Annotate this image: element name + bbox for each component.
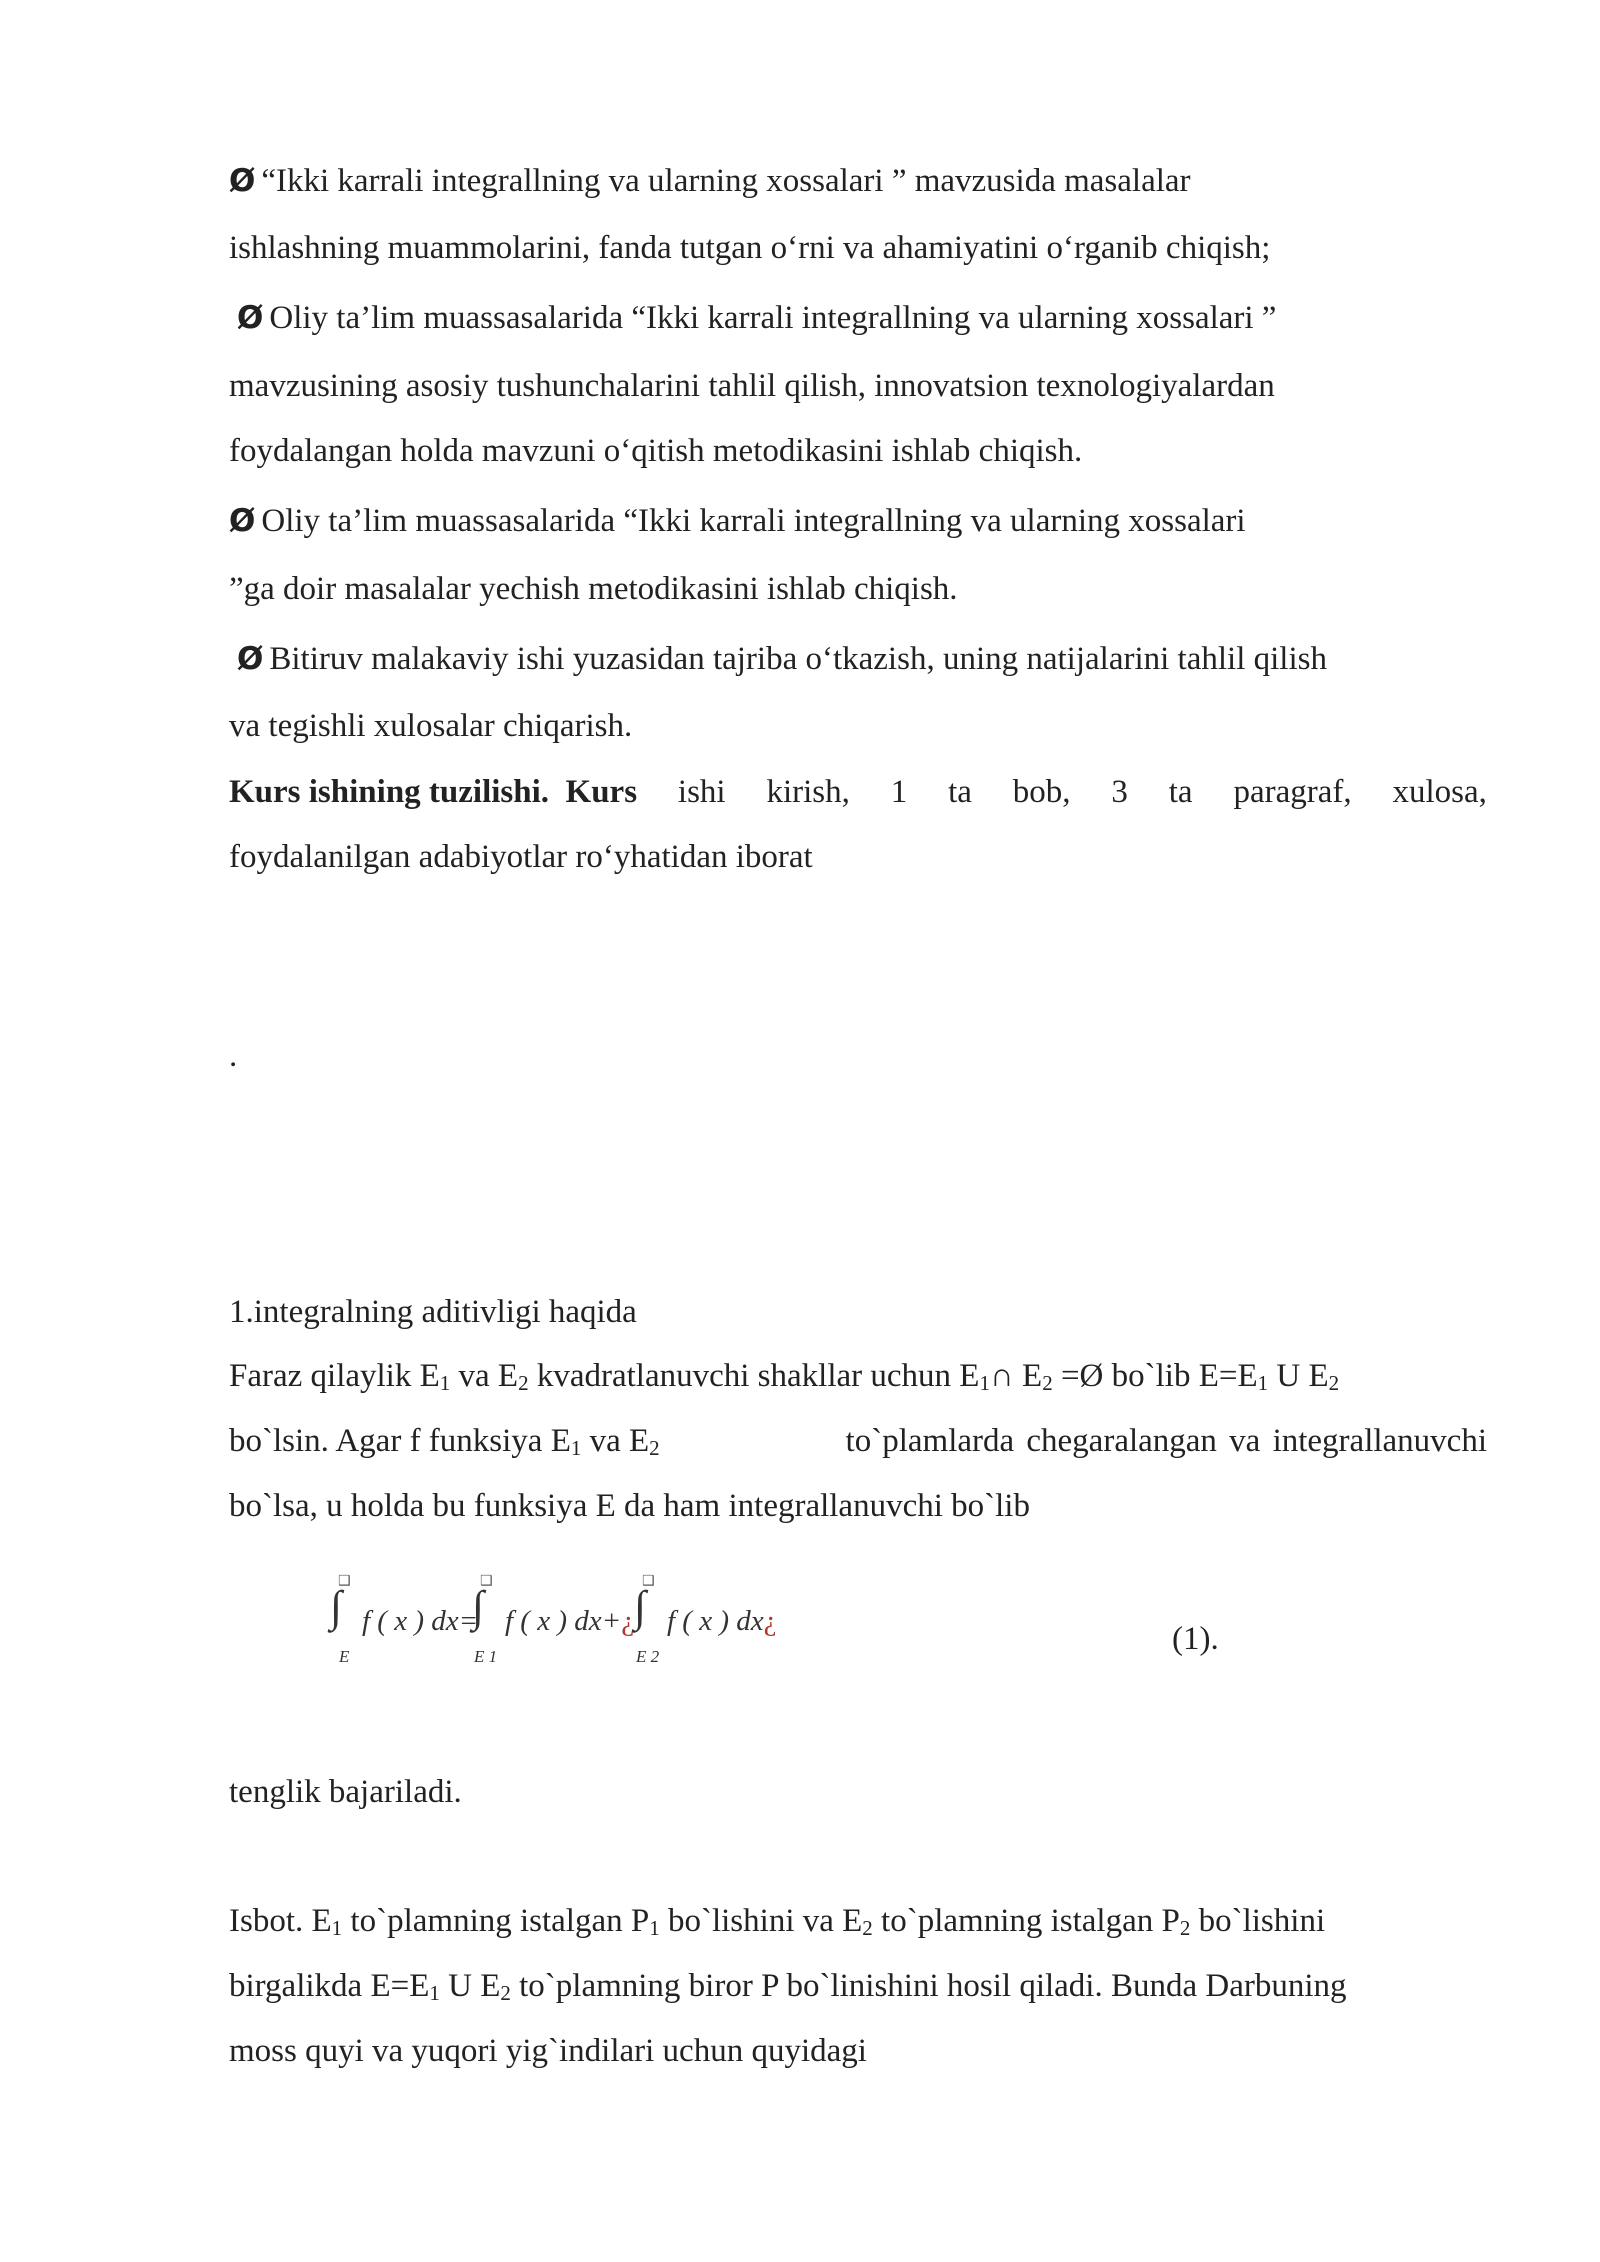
section-line-1 [229, 1355, 1339, 1397]
bullet-symbol: Ø [229, 503, 256, 539]
structure-word: kirish, [766, 774, 850, 810]
structure-line-2: foydalanilgan adabiyotlar ro‘yhatidan iborat [229, 839, 813, 875]
text-run: bo`lsin. Agar f funksiya E [229, 1423, 571, 1459]
text-run: Isbot. E [229, 1903, 332, 1939]
structure-word: xulosa, [1392, 774, 1487, 810]
subscript: 1 [1257, 1371, 1269, 1395]
text-run [229, 1420, 660, 1462]
bullet-2-line-3: foydalangan holda mavzuni o‘qitish metodikasini ishlab chiqish. [229, 433, 1083, 469]
placeholder-box-icon: ❑ [642, 1573, 655, 1589]
subscript: 2 [1179, 1916, 1191, 1940]
integral-sign: ∫ [330, 1582, 343, 1631]
placeholder-box-icon: ❑ [338, 1573, 351, 1589]
bullet-symbol: Ø [237, 641, 264, 677]
bullet-4-text: Bitiruv malakaviy ishi yuzasidan tajriba o‘tkazish, uning natijalarini tahlil qilish [269, 641, 1327, 677]
text-run: va E [450, 1358, 519, 1394]
structure-word: ta [948, 774, 972, 810]
section-title: 1.integralning aditivligi haqida [229, 1294, 637, 1330]
text-run: va E [581, 1423, 650, 1459]
text-run: f ( x ) dx [667, 1605, 764, 1637]
proof-line-2 [229, 1965, 1347, 2007]
integral-limit: E 1 [474, 1647, 498, 1666]
subscript: 1 [429, 1981, 440, 2005]
bullet-2-line-1 [229, 297, 1276, 339]
structure-word: ishi [677, 774, 726, 810]
structure-word: 1 [890, 774, 908, 810]
bullet-2-line-2: mavzusining asosiy tushunchalarini tahlil qilish, innovatsion texnologiyalardan [229, 368, 1275, 404]
structure-bold-label: Kurs ishining tuzilishi. [229, 774, 550, 810]
equation-number: (1). [1172, 1621, 1219, 1657]
text-run: bo`lishini va E [659, 1903, 863, 1939]
bullet-4-line-2: va tegishli xulosalar chiqarish. [229, 708, 633, 744]
stray-dot: . [229, 1038, 238, 1074]
bullet-symbol: Ø [237, 300, 264, 336]
subscript: 1 [331, 1916, 343, 1940]
subscript: 1 [570, 1436, 582, 1460]
text-run: kvadratlanuvchi shakllar uchun E [528, 1358, 980, 1394]
structure-word: ta [1168, 774, 1193, 810]
subscript: 2 [862, 1916, 873, 1940]
text-run: to`plamlarda chegaralangan va integrallanuvchi [845, 1423, 1487, 1459]
text-run: =Ø bo`lib E=E [1052, 1358, 1258, 1394]
bullet-3-text: Oliy ta’lim muassasalarida “Ikki karrali integrallning va ularning xossalari [261, 503, 1246, 539]
text-run: ¿ [763, 1605, 777, 1637]
bullet-3-line-2: ”ga doir masalalar yechish metodikasini ishlab chiqish. [229, 571, 958, 607]
structure-line-1 [229, 771, 1487, 813]
bullet-1-text: “Ikki karrali integrallning va ularning xossalari ” mavzusida masalalar [261, 163, 1191, 199]
text-run: U E [1268, 1358, 1329, 1394]
integral-sign: ∫ [472, 1582, 485, 1631]
text-run: ¿ [621, 1605, 635, 1637]
text-run: U E [439, 1968, 501, 2004]
bullet-symbol: Ø [229, 163, 256, 199]
section-line-2 [229, 1420, 1487, 1462]
integral-limit: E 2 [636, 1647, 660, 1666]
section-line-3: bo`lsa, u holda bu funksiya E da ham integrallanuvchi bo`lib [229, 1488, 1030, 1524]
structure-word: bob, [1012, 774, 1071, 810]
integral-formula [330, 1573, 1230, 1685]
subscript: 2 [500, 1981, 511, 2005]
text-run: to`plamning istalgan P [872, 1903, 1180, 1939]
text-run: to`plamning istalgan P [342, 1903, 650, 1939]
structure-word: paragraf, [1233, 774, 1352, 810]
subscript: 2 [518, 1371, 529, 1395]
text-run: bo`lishini [1190, 1903, 1326, 1939]
text-run: birgalikda E=E [229, 1968, 430, 2004]
subscript: 2 [1328, 1371, 1340, 1395]
subscript: 1 [439, 1371, 451, 1395]
bullet-2-text: Oliy ta’lim muassasalarida “Ikki karrali integrallning va ularning xossalari ” [269, 300, 1277, 336]
formula-middle [505, 1605, 634, 1638]
subscript: 1 [979, 1371, 990, 1395]
structure-heading [229, 771, 637, 813]
subscript: 2 [1042, 1371, 1053, 1395]
structure-word: 3 [1111, 774, 1128, 810]
proof-line-1 [229, 1900, 1487, 1942]
after-formula-text: tenglik bajariladi. [229, 1774, 462, 1810]
formula-end [667, 1605, 777, 1638]
text-run: Faraz qilaylik E [229, 1358, 440, 1394]
bullet-1-line-2: ishlashning muammolarini, fanda tutgan o‘rni va ahamiyatini o‘rganib chiqish; [229, 230, 1271, 266]
placeholder-box-icon: ❑ [480, 1573, 493, 1589]
proof-line-3: moss quyi va yuqori yig`indilari uchun quyidagi [229, 2033, 867, 2069]
subscript: 1 [649, 1916, 660, 1940]
formula-lhs: f ( x ) dx= [362, 1605, 479, 1637]
text-run [229, 1900, 1325, 1942]
bullet-3-line-1 [229, 500, 1246, 542]
text-run: f ( x ) dx+ [505, 1605, 622, 1637]
integral-sign: ∫ [634, 1582, 647, 1631]
bullet-4-line-1 [229, 638, 1327, 680]
integral-limit: E [339, 1647, 350, 1666]
text-run: ∩ E [989, 1358, 1043, 1394]
structure-bold-word: Kurs [565, 774, 638, 810]
text-run: to`plamning biror P bo`linishini hosil qiladi. Bunda Darbuning [510, 1968, 1347, 2004]
subscript: 2 [649, 1436, 660, 1460]
bullet-1-line-1 [229, 160, 1191, 202]
